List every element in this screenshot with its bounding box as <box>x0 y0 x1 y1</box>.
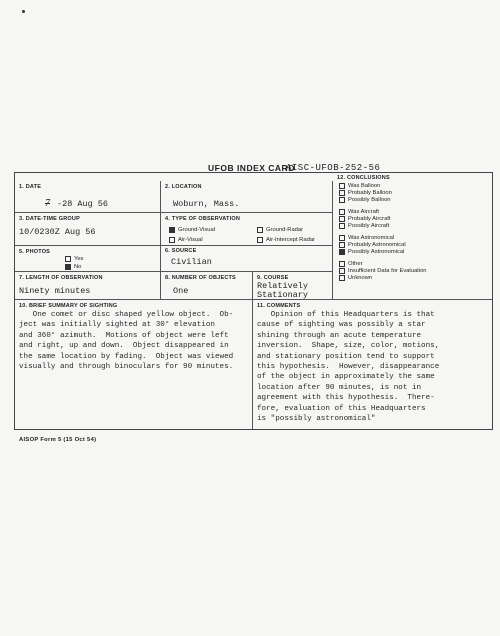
file-code: AISC-UFOB-252-56 <box>286 163 381 173</box>
objects-value: One <box>173 286 189 296</box>
checkbox-icon <box>339 275 345 281</box>
summary-label: 10. BRIEF SUMMARY OF SIGHTING <box>19 303 118 309</box>
conclusion-option-label: Was Aircraft <box>348 209 380 215</box>
card-title: UFOB INDEX CARD <box>208 163 295 173</box>
index-card <box>14 172 493 430</box>
conclusion-option-label: Was Astronomical <box>348 235 395 241</box>
checkbox-icon <box>339 261 345 267</box>
option-ground-radar: Ground-Radar <box>257 227 303 233</box>
conclusion-option-label: Insufficient Data for Evaluation <box>348 268 427 274</box>
length-cell <box>15 272 161 300</box>
course-value-line1: Relatively <box>257 281 309 291</box>
course-cell <box>253 272 333 300</box>
checkbox-icon <box>339 209 345 215</box>
course-value-line2: Stationary <box>257 290 309 300</box>
option-air-intercept-radar: Air-Intercept Radar <box>257 237 315 243</box>
conclusion-option <box>339 268 427 274</box>
conclusion-option <box>339 183 380 189</box>
checkbox-icon <box>257 227 263 233</box>
checkbox-icon <box>339 268 345 274</box>
checked-box-icon <box>339 249 345 255</box>
source-label: 6. SOURCE <box>165 248 197 254</box>
option-ground-visual: Ground-Visual <box>169 227 215 233</box>
option-no: No <box>65 264 81 270</box>
dtg-cell <box>15 213 161 246</box>
conclusion-option <box>339 275 372 281</box>
conclusion-option <box>339 190 392 196</box>
conclusion-option <box>339 223 389 229</box>
checkbox-icon <box>169 237 175 243</box>
length-label: 7. LENGTH OF OBSERVATION <box>19 275 103 281</box>
speck <box>22 10 25 13</box>
conclusion-option-label: Possibly Balloon <box>348 197 391 203</box>
conclusion-option-label: Other <box>348 261 363 267</box>
conclusion-option <box>339 242 406 248</box>
objects-cell <box>161 272 253 300</box>
checkbox-icon <box>339 235 345 241</box>
photos-label: 5. PHOTOS <box>19 249 51 255</box>
type-obs-label: 4. TYPE OF OBSERVATION <box>165 216 240 222</box>
objects-label: 8. NUMBER OF OBJECTS <box>165 275 236 281</box>
photos-cell <box>15 246 161 272</box>
checkbox-icon <box>339 242 345 248</box>
conclusions-cell <box>333 173 492 300</box>
conclusion-option <box>339 249 404 255</box>
date-label: 1. DATE <box>19 184 42 190</box>
length-value: Ninety minutes <box>19 286 91 296</box>
comments-text: Opinion of this Headquarters is that cause of sighting was possibly a star shining through an acute temperature inversion. Shape, size, color, motions, and stationary position tend to support this hypothesis. However, disappearance of the object in approximately the same location after 90 minutes, is not in agreement with this hypothesis. There- fore, evaluation of this Headquarters is "possibly astronomical" <box>257 311 440 424</box>
dtg-label: 3. DATE-TIME GROUP <box>19 216 80 222</box>
date-value: -28 Aug 56 <box>57 199 109 209</box>
type-obs-cell <box>161 213 333 246</box>
conclusion-option <box>339 209 379 215</box>
dtg-value: 10/0230Z Aug 56 <box>19 227 96 237</box>
date-struck-value: 7 <box>45 198 50 209</box>
conclusion-option-label: Was Balloon <box>348 183 381 189</box>
comments-label: 11. COMMENTS <box>257 303 301 309</box>
conclusion-option <box>339 216 391 222</box>
checkbox-icon <box>339 216 345 222</box>
checkbox-icon <box>65 256 71 262</box>
conclusion-option-label: Probably Balloon <box>348 190 392 196</box>
form-number: AISOP Form 5 (15 Oct 54) <box>19 437 97 443</box>
source-cell <box>161 246 333 272</box>
conclusion-option-label: Unknown <box>348 275 373 281</box>
location-label: 2. LOCATION <box>165 184 202 190</box>
conclusion-option <box>339 197 391 203</box>
summary-cell <box>15 300 253 429</box>
checkbox-icon <box>339 183 345 189</box>
checkbox-icon <box>257 237 263 243</box>
conclusion-option <box>339 235 394 241</box>
location-cell <box>161 181 333 213</box>
source-value: Civilian <box>171 257 212 267</box>
checked-box-icon <box>65 264 71 270</box>
checkbox-icon <box>339 197 345 203</box>
option-yes: Yes <box>65 256 83 262</box>
date-cell <box>15 181 161 213</box>
location-value: Woburn, Mass. <box>173 199 240 209</box>
conclusion-option-label: Possibly Aircraft <box>348 223 390 229</box>
checked-box-icon <box>169 227 175 233</box>
conclusion-option-label: Probably Astronomical <box>348 242 406 248</box>
comments-cell <box>253 300 492 429</box>
summary-text: One comet or disc shaped yellow object. Ob- ject was initially sighted at 30° elevation and 360° azimuth. Motions of object were left and right, up and down. Object disappeared in the same location by fading. Object was viewed visually and through binoculars for 90 minutes. <box>19 311 234 372</box>
course-label: 9. COURSE <box>257 275 289 281</box>
conclusion-option <box>339 261 363 267</box>
conclusion-option-label: Probably Aircraft <box>348 216 391 222</box>
conclusions-label: 12. CONCLUSIONS <box>337 175 390 181</box>
option-air-visual: Air-Visual <box>169 237 203 243</box>
checkbox-icon <box>339 190 345 196</box>
checkbox-icon <box>339 223 345 229</box>
conclusion-option-label: Possibly Astronomical <box>348 249 405 255</box>
